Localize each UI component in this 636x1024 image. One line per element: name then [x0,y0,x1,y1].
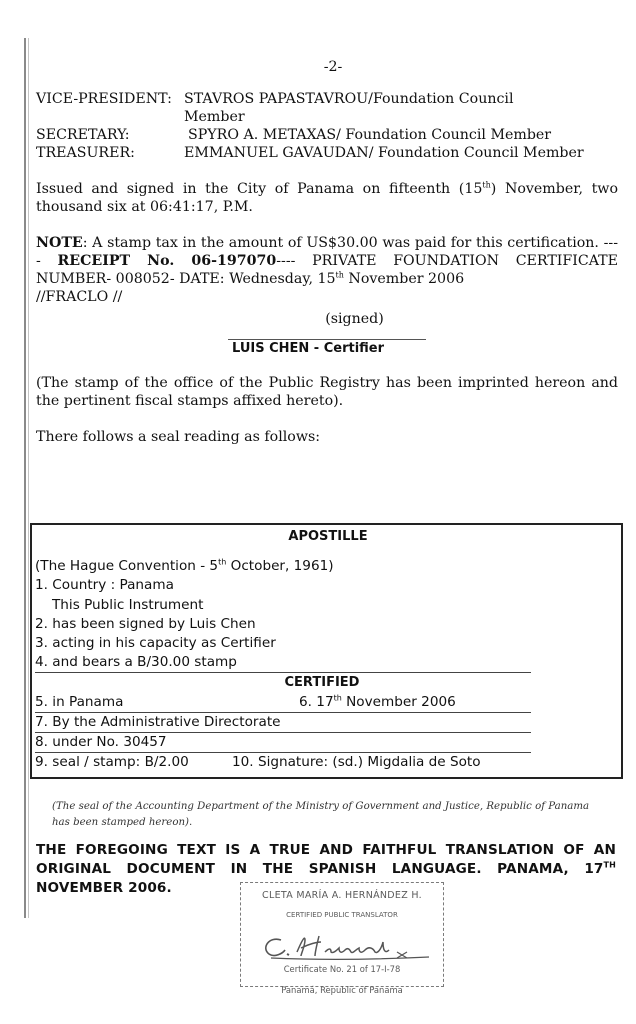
seal-intro: There follows a seal reading as follows: [36,429,321,445]
officer-role: SECRETARY: [36,127,130,143]
apostille-certified: CERTIFIED [284,675,360,691]
officer-name: STAVROS PAPASTAVROU/Foundation Council Member [184,91,514,125]
apostille-row-5-6 [35,693,531,713]
apostille-row-9-10 [35,753,621,772]
signed-label: (signed) [325,311,384,327]
translator-place: Panamá, Republic of Panama [281,985,403,995]
accounting-seal-footnote: (The seal of the Accounting Department of the Ministry of Government and Justice, Republic of Panama has been stamped hereon). [52,801,590,828]
officer-secretary [36,126,618,144]
apostille-item-7: 7. By the Administrative Directorate [35,713,531,733]
issued-paragraph: Issued and signed in the City of Panama on fifteenth (15th) November, two thousand six at 06:41:17, P.M. [36,180,618,215]
apostille-item-8: 8. under No. 30457 [35,733,531,753]
fraclo-line: //FRACLO // [36,289,123,305]
translator-stamp [240,882,444,995]
apostille-item-1b: This Public Instrument [52,596,204,613]
translator-signature-icon [247,928,437,964]
apostille-title: APOSTILLE [288,529,368,544]
officer-vice-president [36,90,618,126]
receipt-number: RECEIPT No. 06-197070 [57,253,277,269]
officer-treasurer [36,144,618,162]
translator-name: CLETA MARÍA A. HERNÁNDEZ H. [262,890,422,901]
officers-list [36,90,618,162]
certifier-name: LUIS CHEN - Certifier [232,341,385,356]
hague-convention: (The Hague Convention - 5th October, 1961) [35,557,334,575]
officer-name: SPYRO A. METAXAS/ Foundation Council Member [188,127,552,143]
officer-role: VICE-PRESIDENT: [36,91,172,107]
apostille-item-9: 9. seal / stamp: B/2.00 [35,754,189,771]
stamp-note: (The stamp of the office of the Public Registry has been imprinted hereon and the pertinent fiscal stamps affixed hereto). [36,375,618,409]
translation-certification: THE FOREGOING TEXT IS A TRUE AND FAITHFUL TRANSLATION OF AN ORIGINAL DOCUMENT IN THE SPANISH LANGUAGE. PANAMA, 17TH NOVEMBER 2006. [36,842,616,896]
apostille-item-2: 2. has been signed by Luis Chen [35,615,256,632]
apostille-item-10: 10. Signature: (sd.) Migdalia de Soto [232,754,481,771]
page-number: -2- [323,59,343,75]
left-margin-rule-shadow [28,38,29,918]
apostille-item-3: 3. acting in his capacity as Certifier [35,635,276,652]
officer-name: EMMANUEL GAVAUDAN/ Foundation Council Member [184,145,584,161]
translator-certificate: Certificate No. 21 of 17-I-78 [283,964,401,974]
apostille-item-6: 6. 17th November 2006 [299,693,456,710]
apostille-item-4: 4. and bears a B/30.00 stamp [35,653,531,673]
note-paragraph: NOTE: A stamp tax in the amount of US$30.00 was paid for this certification. ---- RECEIPT No. 06-197070---- PRIVATE FOUNDATION CERTIFICATE NUMBER- 008052- DATE: Wednesday, 15th November 2006 [36,235,618,287]
officer-role: TREASURER: [36,145,135,161]
left-margin-rule [24,38,26,918]
apostille-item-1: 1. Country : Panama [35,577,174,594]
note-label: NOTE [36,235,83,251]
translator-title: CERTIFIED PUBLIC TRANSLATOR [286,911,398,919]
document-page [36,58,618,446]
apostille-item-5: 5. in Panama [35,693,124,710]
apostille-box [30,523,623,779]
